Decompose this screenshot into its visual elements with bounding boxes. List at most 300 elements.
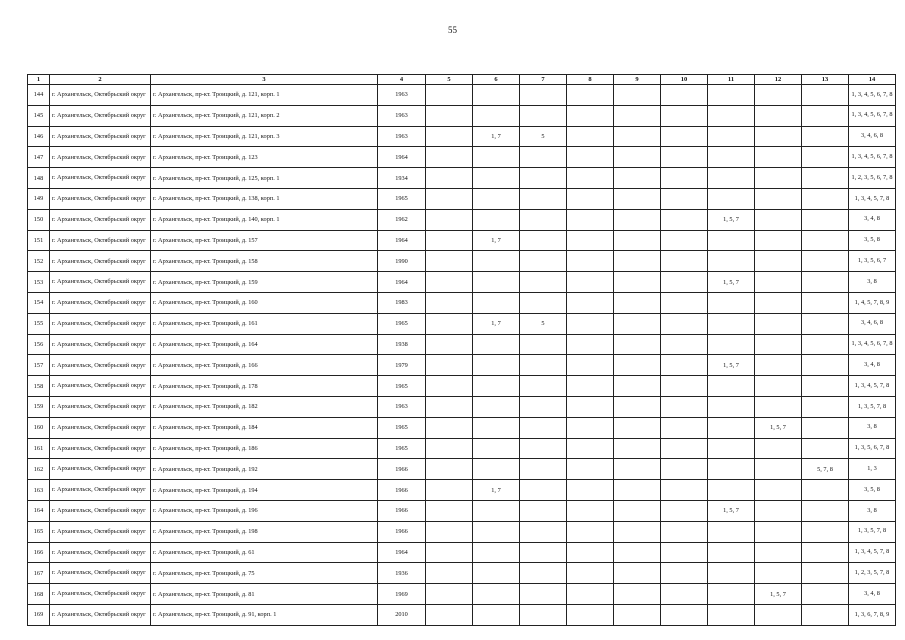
col6-cell <box>473 209 520 230</box>
col8-cell <box>567 584 614 605</box>
column-header: 12 <box>755 75 802 85</box>
table-row <box>28 313 896 334</box>
address-cell: г. Архангельск, пр-кт. Троицкий, д. 164 <box>151 334 378 355</box>
col8-cell <box>567 313 614 334</box>
col9-cell <box>614 396 661 417</box>
col14-cell: 1, 3, 5, 7, 8 <box>849 521 896 542</box>
col8-cell <box>567 126 614 147</box>
col9-cell <box>614 209 661 230</box>
col9-cell <box>614 105 661 126</box>
col8-cell <box>567 168 614 189</box>
col13-cell <box>802 147 849 168</box>
year-cell: 1969 <box>378 584 426 605</box>
col11-cell <box>708 168 755 189</box>
address-cell: г. Архангельск, пр-кт. Троицкий, д. 192 <box>151 459 378 480</box>
col11-cell <box>708 85 755 106</box>
row-number-cell: 159 <box>28 396 50 417</box>
col9-cell <box>614 292 661 313</box>
col5-cell <box>426 438 473 459</box>
col7-cell <box>520 251 567 272</box>
col14-cell: 1, 3, 4, 5, 7, 8 <box>849 542 896 563</box>
row-number-cell: 157 <box>28 355 50 376</box>
col7-cell <box>520 480 567 501</box>
col10-cell <box>661 417 708 438</box>
col12-cell <box>755 230 802 251</box>
col11-cell: 1, 5, 7 <box>708 209 755 230</box>
col11-cell: 1, 5, 7 <box>708 500 755 521</box>
col11-cell <box>708 126 755 147</box>
col12-cell <box>755 272 802 293</box>
col5-cell <box>426 542 473 563</box>
district-cell: г. Архангельск, Октябрьский округ <box>50 313 151 334</box>
col12-cell <box>755 209 802 230</box>
col7-cell <box>520 209 567 230</box>
col14-cell: 1, 3, 5, 7, 8 <box>849 396 896 417</box>
table-row <box>28 126 896 147</box>
col10-cell <box>661 500 708 521</box>
col12-cell <box>755 459 802 480</box>
col13-cell <box>802 396 849 417</box>
row-number-cell: 149 <box>28 188 50 209</box>
address-cell: г. Архангельск, пр-кт. Троицкий, д. 159 <box>151 272 378 293</box>
col9-cell <box>614 147 661 168</box>
year-cell: 1963 <box>378 85 426 106</box>
col9-cell <box>614 500 661 521</box>
col6-cell <box>473 438 520 459</box>
col13-cell <box>802 209 849 230</box>
district-cell: г. Архангельск, Октябрьский округ <box>50 209 151 230</box>
col12-cell <box>755 500 802 521</box>
address-cell: г. Архангельск, пр-кт. Троицкий, д. 160 <box>151 292 378 313</box>
address-cell: г. Архангельск, пр-кт. Троицкий, д. 121, корп. 3 <box>151 126 378 147</box>
col8-cell <box>567 334 614 355</box>
col11-cell <box>708 188 755 209</box>
col5-cell <box>426 604 473 625</box>
col8-cell <box>567 209 614 230</box>
col6-cell <box>473 542 520 563</box>
district-cell: г. Архангельск, Октябрьский округ <box>50 292 151 313</box>
table-row <box>28 376 896 397</box>
col5-cell <box>426 209 473 230</box>
row-number-cell: 162 <box>28 459 50 480</box>
col14-cell: 1, 3, 4, 5, 7, 8 <box>849 188 896 209</box>
col7-cell <box>520 147 567 168</box>
col10-cell <box>661 563 708 584</box>
table-row <box>28 85 896 106</box>
table-row <box>28 396 896 417</box>
col10-cell <box>661 272 708 293</box>
col7-cell <box>520 230 567 251</box>
col11-cell <box>708 604 755 625</box>
address-cell: г. Архангельск, пр-кт. Троицкий, д. 138, корп. 1 <box>151 188 378 209</box>
col6-cell <box>473 85 520 106</box>
col5-cell <box>426 188 473 209</box>
district-cell: г. Архангельск, Октябрьский округ <box>50 272 151 293</box>
col8-cell <box>567 251 614 272</box>
col7-cell <box>520 584 567 605</box>
col12-cell <box>755 396 802 417</box>
col6-cell <box>473 584 520 605</box>
row-number-cell: 156 <box>28 334 50 355</box>
column-header: 3 <box>151 75 378 85</box>
col9-cell <box>614 438 661 459</box>
col5-cell <box>426 85 473 106</box>
col6-cell <box>473 376 520 397</box>
table-body <box>28 85 896 626</box>
col11-cell: 1, 5, 7 <box>708 355 755 376</box>
col11-cell <box>708 438 755 459</box>
col5-cell <box>426 230 473 251</box>
col14-cell: 1, 3, 4, 5, 6, 7, 8 <box>849 85 896 106</box>
col14-cell: 3, 4, 8 <box>849 584 896 605</box>
table-row <box>28 604 896 625</box>
table-row <box>28 355 896 376</box>
col14-cell: 3, 8 <box>849 272 896 293</box>
row-number-cell: 167 <box>28 563 50 584</box>
col12-cell: 1, 5, 7 <box>755 417 802 438</box>
district-cell: г. Архангельск, Октябрьский округ <box>50 584 151 605</box>
address-cell: г. Архангельск, пр-кт. Троицкий, д. 91, корп. 1 <box>151 604 378 625</box>
column-header: 2 <box>50 75 151 85</box>
year-cell: 1966 <box>378 480 426 501</box>
col7-cell <box>520 85 567 106</box>
col14-cell: 3, 4, 6, 8 <box>849 126 896 147</box>
col7-cell <box>520 188 567 209</box>
col13-cell <box>802 230 849 251</box>
column-header: 8 <box>567 75 614 85</box>
col6-cell <box>473 396 520 417</box>
col12-cell <box>755 147 802 168</box>
district-cell: г. Архангельск, Октябрьский округ <box>50 251 151 272</box>
col10-cell <box>661 334 708 355</box>
col10-cell <box>661 251 708 272</box>
row-number-cell: 166 <box>28 542 50 563</box>
header-row <box>28 75 896 85</box>
col10-cell <box>661 292 708 313</box>
col12-cell <box>755 438 802 459</box>
address-cell: г. Архангельск, пр-кт. Троицкий, д. 81 <box>151 584 378 605</box>
col7-cell <box>520 459 567 480</box>
col12-cell <box>755 292 802 313</box>
column-header: 7 <box>520 75 567 85</box>
col7-cell <box>520 272 567 293</box>
col8-cell <box>567 438 614 459</box>
col12-cell <box>755 85 802 106</box>
district-cell: г. Архангельск, Октябрьский округ <box>50 230 151 251</box>
col11-cell <box>708 584 755 605</box>
col9-cell <box>614 604 661 625</box>
col9-cell <box>614 313 661 334</box>
col7-cell <box>520 105 567 126</box>
col11-cell <box>708 251 755 272</box>
address-cell: г. Архангельск, пр-кт. Троицкий, д. 140, корп. 1 <box>151 209 378 230</box>
col8-cell <box>567 604 614 625</box>
col8-cell <box>567 396 614 417</box>
col11-cell <box>708 396 755 417</box>
col7-cell <box>520 563 567 584</box>
col10-cell <box>661 85 708 106</box>
col7-cell <box>520 438 567 459</box>
col8-cell <box>567 230 614 251</box>
district-cell: г. Архангельск, Октябрьский округ <box>50 376 151 397</box>
col13-cell <box>802 438 849 459</box>
col10-cell <box>661 480 708 501</box>
col12-cell <box>755 542 802 563</box>
col9-cell <box>614 542 661 563</box>
col6-cell <box>473 292 520 313</box>
col6-cell <box>473 521 520 542</box>
district-cell: г. Архангельск, Октябрьский округ <box>50 480 151 501</box>
year-cell: 1965 <box>378 376 426 397</box>
col5-cell <box>426 147 473 168</box>
row-number-cell: 147 <box>28 147 50 168</box>
address-cell: г. Архангельск, пр-кт. Троицкий, д. 157 <box>151 230 378 251</box>
col14-cell: 3, 5, 8 <box>849 480 896 501</box>
address-cell: г. Архангельск, пр-кт. Троицкий, д. 158 <box>151 251 378 272</box>
district-cell: г. Архангельск, Октябрьский округ <box>50 542 151 563</box>
row-number-cell: 146 <box>28 126 50 147</box>
col8-cell <box>567 105 614 126</box>
row-number-cell: 148 <box>28 168 50 189</box>
col9-cell <box>614 334 661 355</box>
table-row <box>28 168 896 189</box>
col8-cell <box>567 188 614 209</box>
col13-cell <box>802 563 849 584</box>
district-cell: г. Архангельск, Октябрьский округ <box>50 334 151 355</box>
col14-cell: 1, 3, 5, 6, 7 <box>849 251 896 272</box>
year-cell: 1964 <box>378 542 426 563</box>
district-cell: г. Архангельск, Октябрьский округ <box>50 126 151 147</box>
district-cell: г. Архангельск, Октябрьский округ <box>50 521 151 542</box>
col8-cell <box>567 500 614 521</box>
table-row <box>28 147 896 168</box>
row-number-cell: 144 <box>28 85 50 106</box>
col13-cell <box>802 85 849 106</box>
col13-cell: 5, 7, 8 <box>802 459 849 480</box>
col5-cell <box>426 376 473 397</box>
col9-cell <box>614 376 661 397</box>
table-row <box>28 500 896 521</box>
table-row <box>28 292 896 313</box>
col7-cell <box>520 292 567 313</box>
table-row <box>28 188 896 209</box>
col5-cell <box>426 584 473 605</box>
col14-cell: 1, 2, 3, 5, 6, 7, 8 <box>849 168 896 189</box>
col10-cell <box>661 542 708 563</box>
col5-cell <box>426 334 473 355</box>
column-header: 14 <box>849 75 896 85</box>
col5-cell <box>426 563 473 584</box>
col11-cell <box>708 376 755 397</box>
district-cell: г. Архангельск, Октябрьский округ <box>50 147 151 168</box>
year-cell: 1965 <box>378 438 426 459</box>
col7-cell <box>520 500 567 521</box>
col14-cell: 1, 3, 5, 6, 7, 8 <box>849 438 896 459</box>
col11-cell: 1, 5, 7 <box>708 272 755 293</box>
table-row <box>28 105 896 126</box>
col8-cell <box>567 459 614 480</box>
col5-cell <box>426 251 473 272</box>
col13-cell <box>802 292 849 313</box>
district-cell: г. Архангельск, Октябрьский округ <box>50 188 151 209</box>
address-cell: г. Архангельск, пр-кт. Троицкий, д. 75 <box>151 563 378 584</box>
col12-cell <box>755 334 802 355</box>
row-number-cell: 168 <box>28 584 50 605</box>
col14-cell: 1, 3, 4, 5, 7, 8 <box>849 376 896 397</box>
year-cell: 1965 <box>378 188 426 209</box>
col10-cell <box>661 147 708 168</box>
table-row <box>28 272 896 293</box>
col6-cell <box>473 417 520 438</box>
col12-cell <box>755 376 802 397</box>
col5-cell <box>426 105 473 126</box>
col12-cell <box>755 521 802 542</box>
col7-cell <box>520 376 567 397</box>
col9-cell <box>614 272 661 293</box>
row-number-cell: 161 <box>28 438 50 459</box>
col14-cell: 3, 4, 8 <box>849 355 896 376</box>
col10-cell <box>661 459 708 480</box>
col10-cell <box>661 521 708 542</box>
col8-cell <box>567 376 614 397</box>
col10-cell <box>661 168 708 189</box>
col7-cell: 5 <box>520 313 567 334</box>
year-cell: 1964 <box>378 230 426 251</box>
table-row <box>28 251 896 272</box>
col13-cell <box>802 126 849 147</box>
year-cell: 1936 <box>378 563 426 584</box>
col11-cell <box>708 313 755 334</box>
col10-cell <box>661 355 708 376</box>
row-number-cell: 155 <box>28 313 50 334</box>
column-header: 10 <box>661 75 708 85</box>
district-cell: г. Архангельск, Октябрьский округ <box>50 604 151 625</box>
col11-cell <box>708 417 755 438</box>
col11-cell <box>708 563 755 584</box>
table-row <box>28 584 896 605</box>
year-cell: 1964 <box>378 272 426 293</box>
district-cell: г. Архангельск, Октябрьский округ <box>50 438 151 459</box>
row-number-cell: 169 <box>28 604 50 625</box>
col10-cell <box>661 396 708 417</box>
col13-cell <box>802 417 849 438</box>
col7-cell <box>520 417 567 438</box>
table-row <box>28 542 896 563</box>
col9-cell <box>614 168 661 189</box>
row-number-cell: 154 <box>28 292 50 313</box>
col12-cell <box>755 105 802 126</box>
address-cell: г. Архангельск, пр-кт. Троицкий, д. 196 <box>151 500 378 521</box>
col13-cell <box>802 272 849 293</box>
address-cell: г. Архангельск, пр-кт. Троицкий, д. 161 <box>151 313 378 334</box>
col13-cell <box>802 355 849 376</box>
col5-cell <box>426 168 473 189</box>
year-cell: 1962 <box>378 209 426 230</box>
col11-cell <box>708 459 755 480</box>
col6-cell <box>473 251 520 272</box>
col12-cell <box>755 251 802 272</box>
col14-cell: 3, 8 <box>849 500 896 521</box>
col9-cell <box>614 126 661 147</box>
col9-cell <box>614 521 661 542</box>
col10-cell <box>661 105 708 126</box>
col8-cell <box>567 563 614 584</box>
address-cell: г. Архангельск, пр-кт. Троицкий, д. 198 <box>151 521 378 542</box>
table-row <box>28 563 896 584</box>
col13-cell <box>802 168 849 189</box>
col7-cell <box>520 542 567 563</box>
table-row <box>28 209 896 230</box>
col10-cell <box>661 230 708 251</box>
col6-cell: 1, 7 <box>473 126 520 147</box>
col13-cell <box>802 313 849 334</box>
district-cell: г. Архангельск, Октябрьский округ <box>50 105 151 126</box>
col14-cell: 3, 4, 8 <box>849 209 896 230</box>
column-header: 11 <box>708 75 755 85</box>
year-cell: 1934 <box>378 168 426 189</box>
col5-cell <box>426 500 473 521</box>
col8-cell <box>567 521 614 542</box>
col11-cell <box>708 480 755 501</box>
col14-cell: 1, 3, 4, 5, 6, 7, 8 <box>849 147 896 168</box>
year-cell: 1965 <box>378 417 426 438</box>
col14-cell: 3, 8 <box>849 417 896 438</box>
year-cell: 1990 <box>378 251 426 272</box>
col9-cell <box>614 459 661 480</box>
year-cell: 1983 <box>378 292 426 313</box>
column-header: 5 <box>426 75 473 85</box>
col11-cell <box>708 521 755 542</box>
district-cell: г. Архангельск, Октябрьский округ <box>50 563 151 584</box>
col13-cell <box>802 542 849 563</box>
col8-cell <box>567 480 614 501</box>
col7-cell <box>520 521 567 542</box>
col12-cell <box>755 188 802 209</box>
col6-cell <box>473 168 520 189</box>
col6-cell <box>473 563 520 584</box>
year-cell: 1938 <box>378 334 426 355</box>
col9-cell <box>614 563 661 584</box>
col14-cell: 1, 3, 4, 5, 6, 7, 8 <box>849 105 896 126</box>
col9-cell <box>614 85 661 106</box>
col7-cell <box>520 168 567 189</box>
col8-cell <box>567 85 614 106</box>
col14-cell: 3, 4, 6, 8 <box>849 313 896 334</box>
district-cell: г. Архангельск, Октябрьский округ <box>50 417 151 438</box>
col5-cell <box>426 521 473 542</box>
col5-cell <box>426 480 473 501</box>
address-cell: г. Архангельск, пр-кт. Троицкий, д. 194 <box>151 480 378 501</box>
col7-cell: 5 <box>520 126 567 147</box>
year-cell: 1965 <box>378 313 426 334</box>
col11-cell <box>708 147 755 168</box>
col10-cell <box>661 126 708 147</box>
col7-cell <box>520 334 567 355</box>
address-cell: г. Архангельск, пр-кт. Троицкий, д. 125, корп. 1 <box>151 168 378 189</box>
address-cell: г. Архангельск, пр-кт. Троицкий, д. 166 <box>151 355 378 376</box>
row-number-cell: 152 <box>28 251 50 272</box>
column-header: 9 <box>614 75 661 85</box>
year-cell: 1964 <box>378 147 426 168</box>
col10-cell <box>661 584 708 605</box>
col5-cell <box>426 292 473 313</box>
table-row <box>28 480 896 501</box>
column-header: 13 <box>802 75 849 85</box>
row-number-cell: 158 <box>28 376 50 397</box>
column-header: 1 <box>28 75 50 85</box>
year-cell: 1966 <box>378 521 426 542</box>
col13-cell <box>802 584 849 605</box>
